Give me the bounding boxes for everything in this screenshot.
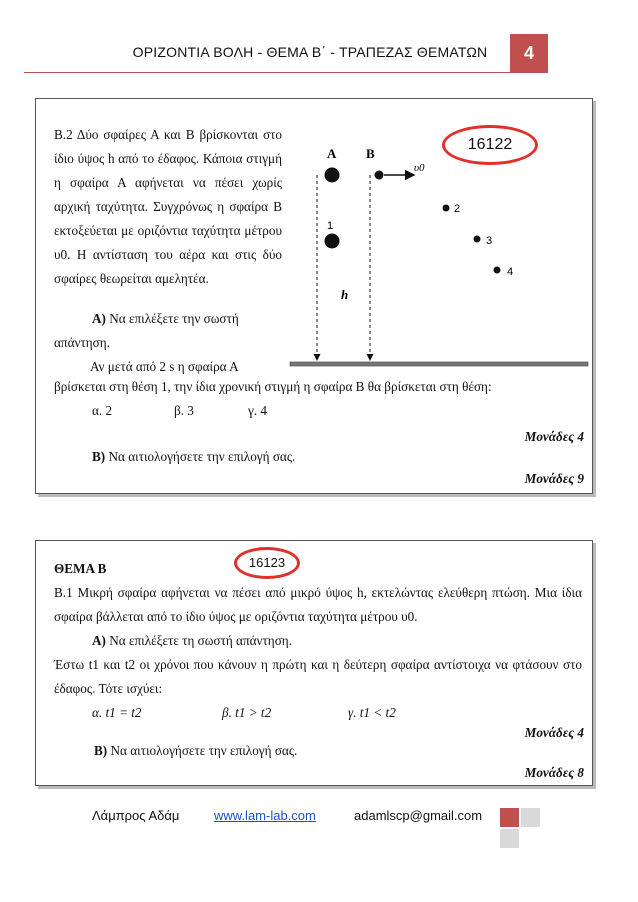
problem-code: 16123 bbox=[248, 555, 286, 570]
sphere-b-position-3 bbox=[474, 236, 481, 243]
position-1-label: 1 bbox=[327, 220, 334, 232]
header-divider bbox=[24, 72, 510, 73]
problem-text-line: Έστω t1 και t2 οι χρόνοι που κάνουν η πρώτη και η δεύτερη σφαίρα αντίστοιχα να φτάσουν στο bbox=[54, 657, 582, 672]
position-3-label: 3 bbox=[486, 235, 493, 247]
option-c: γ. t1 < t2 bbox=[348, 705, 396, 720]
position-4-label: 4 bbox=[507, 266, 514, 278]
part-a-label: Α) bbox=[92, 311, 106, 326]
page-header-title: ΟΡΙΖΟΝΤΙΑ ΒΟΛΗ - ΘΕΜΑ Β΄ - ΤΡΑΠΕΖΑΣ ΘΕΜΑΤΩΝ bbox=[132, 44, 488, 60]
points-b: Μονάδες 9 bbox=[524, 471, 584, 486]
option-c: γ. 4 bbox=[248, 403, 268, 418]
problem-text-line: ίδιο ύψος h από το έδαφος. Κάποια στιγμή bbox=[54, 151, 282, 166]
ground bbox=[290, 362, 588, 366]
points-a: Μονάδες 4 bbox=[524, 429, 584, 444]
sphere-b-position-2 bbox=[443, 205, 450, 212]
option-b: β. 3 bbox=[174, 403, 194, 418]
part-a-text: Να επιλέξετε τη σωστή απάντηση. bbox=[109, 633, 292, 648]
section-heading: ΘΕΜΑ Β bbox=[54, 561, 107, 576]
problem-code: 16122 bbox=[467, 136, 513, 153]
label-sphere-a: Α bbox=[327, 146, 337, 161]
problem-code-stamp bbox=[442, 125, 538, 165]
part-a-text-cont: απάντηση. bbox=[54, 335, 110, 350]
sphere-b bbox=[375, 171, 384, 180]
problem-box-16122 bbox=[35, 98, 593, 494]
part-b-line bbox=[92, 449, 295, 465]
problem-text-line: έδαφος. Τότε ισχύει: bbox=[54, 681, 163, 696]
part-a-text: Να επιλέξετε την σωστή bbox=[109, 311, 239, 326]
problem-text-line: αρχική ταχύτητα. Συγχρόνως η σφαίρα Β bbox=[54, 199, 282, 214]
problem-text-line: σφαίρες θεωρείται αμελητέα. bbox=[54, 271, 209, 286]
problem-text-line: υ0. Η αντίσταση του αέρα και στις δύο bbox=[54, 247, 282, 262]
option-b: β. t1 > t2 bbox=[222, 705, 272, 720]
question-line: Αν μετά από 2 s η σφαίρα Α bbox=[90, 359, 239, 374]
part-b-label: Β) bbox=[94, 743, 108, 758]
question-line: βρίσκεται στη θέση 1, την ίδια χρονική στιγμή η σφαίρα Β θα βρίσκεται στη θέση: bbox=[54, 379, 492, 394]
page-number-badge: 4 bbox=[510, 34, 548, 73]
decor-square bbox=[521, 808, 540, 827]
sphere-a bbox=[325, 168, 340, 183]
part-b-line bbox=[94, 743, 297, 759]
footer-email: adamlscp@gmail.com bbox=[354, 808, 483, 823]
problem-text-line: σφαίρα βάλλεται από το ίδιο ύψος με οριζόντια ταχύτητα μέτρου υ0. bbox=[54, 609, 418, 624]
part-a-label: Α) bbox=[92, 633, 106, 648]
footer-website-link[interactable]: www.lam-lab.com bbox=[214, 808, 316, 823]
problem-text-line: Β.1 Μικρή σφαίρα αφήνεται να πέσει από μικρό ύψος h, εκτελώντας ελεύθερη πτώση. Μια ίδια bbox=[54, 585, 582, 600]
problem-box-16123 bbox=[35, 540, 593, 786]
decor-square bbox=[500, 808, 519, 827]
position-2-label: 2 bbox=[454, 203, 461, 215]
points-b: Μονάδες 8 bbox=[524, 765, 584, 780]
decor-square bbox=[500, 829, 519, 848]
points-a: Μονάδες 4 bbox=[524, 725, 584, 740]
problem-text-line: Β.2 Δύο σφαίρες Α και Β βρίσκονται στο bbox=[54, 127, 282, 142]
part-b-label: Β) bbox=[92, 449, 106, 464]
part-b-text: Να αιτιολογήσετε την επιλογή σας. bbox=[108, 449, 296, 464]
part-a-line bbox=[92, 311, 239, 327]
sphere-b-position-4 bbox=[494, 267, 501, 274]
problem-text-line: η σφαίρα Α αφήνεται να πέσει χωρίς bbox=[54, 175, 282, 190]
footer-author: Λάμπρος Αδάμ bbox=[92, 808, 180, 823]
part-b-text: Να αιτιολογήσετε την επιλογή σας. bbox=[110, 743, 298, 758]
problem-text-line: εκτοξεύεται με οριζόντια ταχύτητα μέτρου bbox=[54, 223, 282, 238]
height-label: h bbox=[341, 287, 349, 302]
problem-code-stamp bbox=[234, 547, 300, 579]
label-sphere-b: Β bbox=[366, 146, 375, 161]
option-a: α. t1 = t2 bbox=[92, 705, 142, 720]
velocity-label: υ0 bbox=[414, 162, 425, 174]
part-a-line bbox=[92, 633, 292, 649]
sphere-a-position-1 bbox=[325, 234, 340, 249]
option-a: α. 2 bbox=[92, 403, 113, 418]
